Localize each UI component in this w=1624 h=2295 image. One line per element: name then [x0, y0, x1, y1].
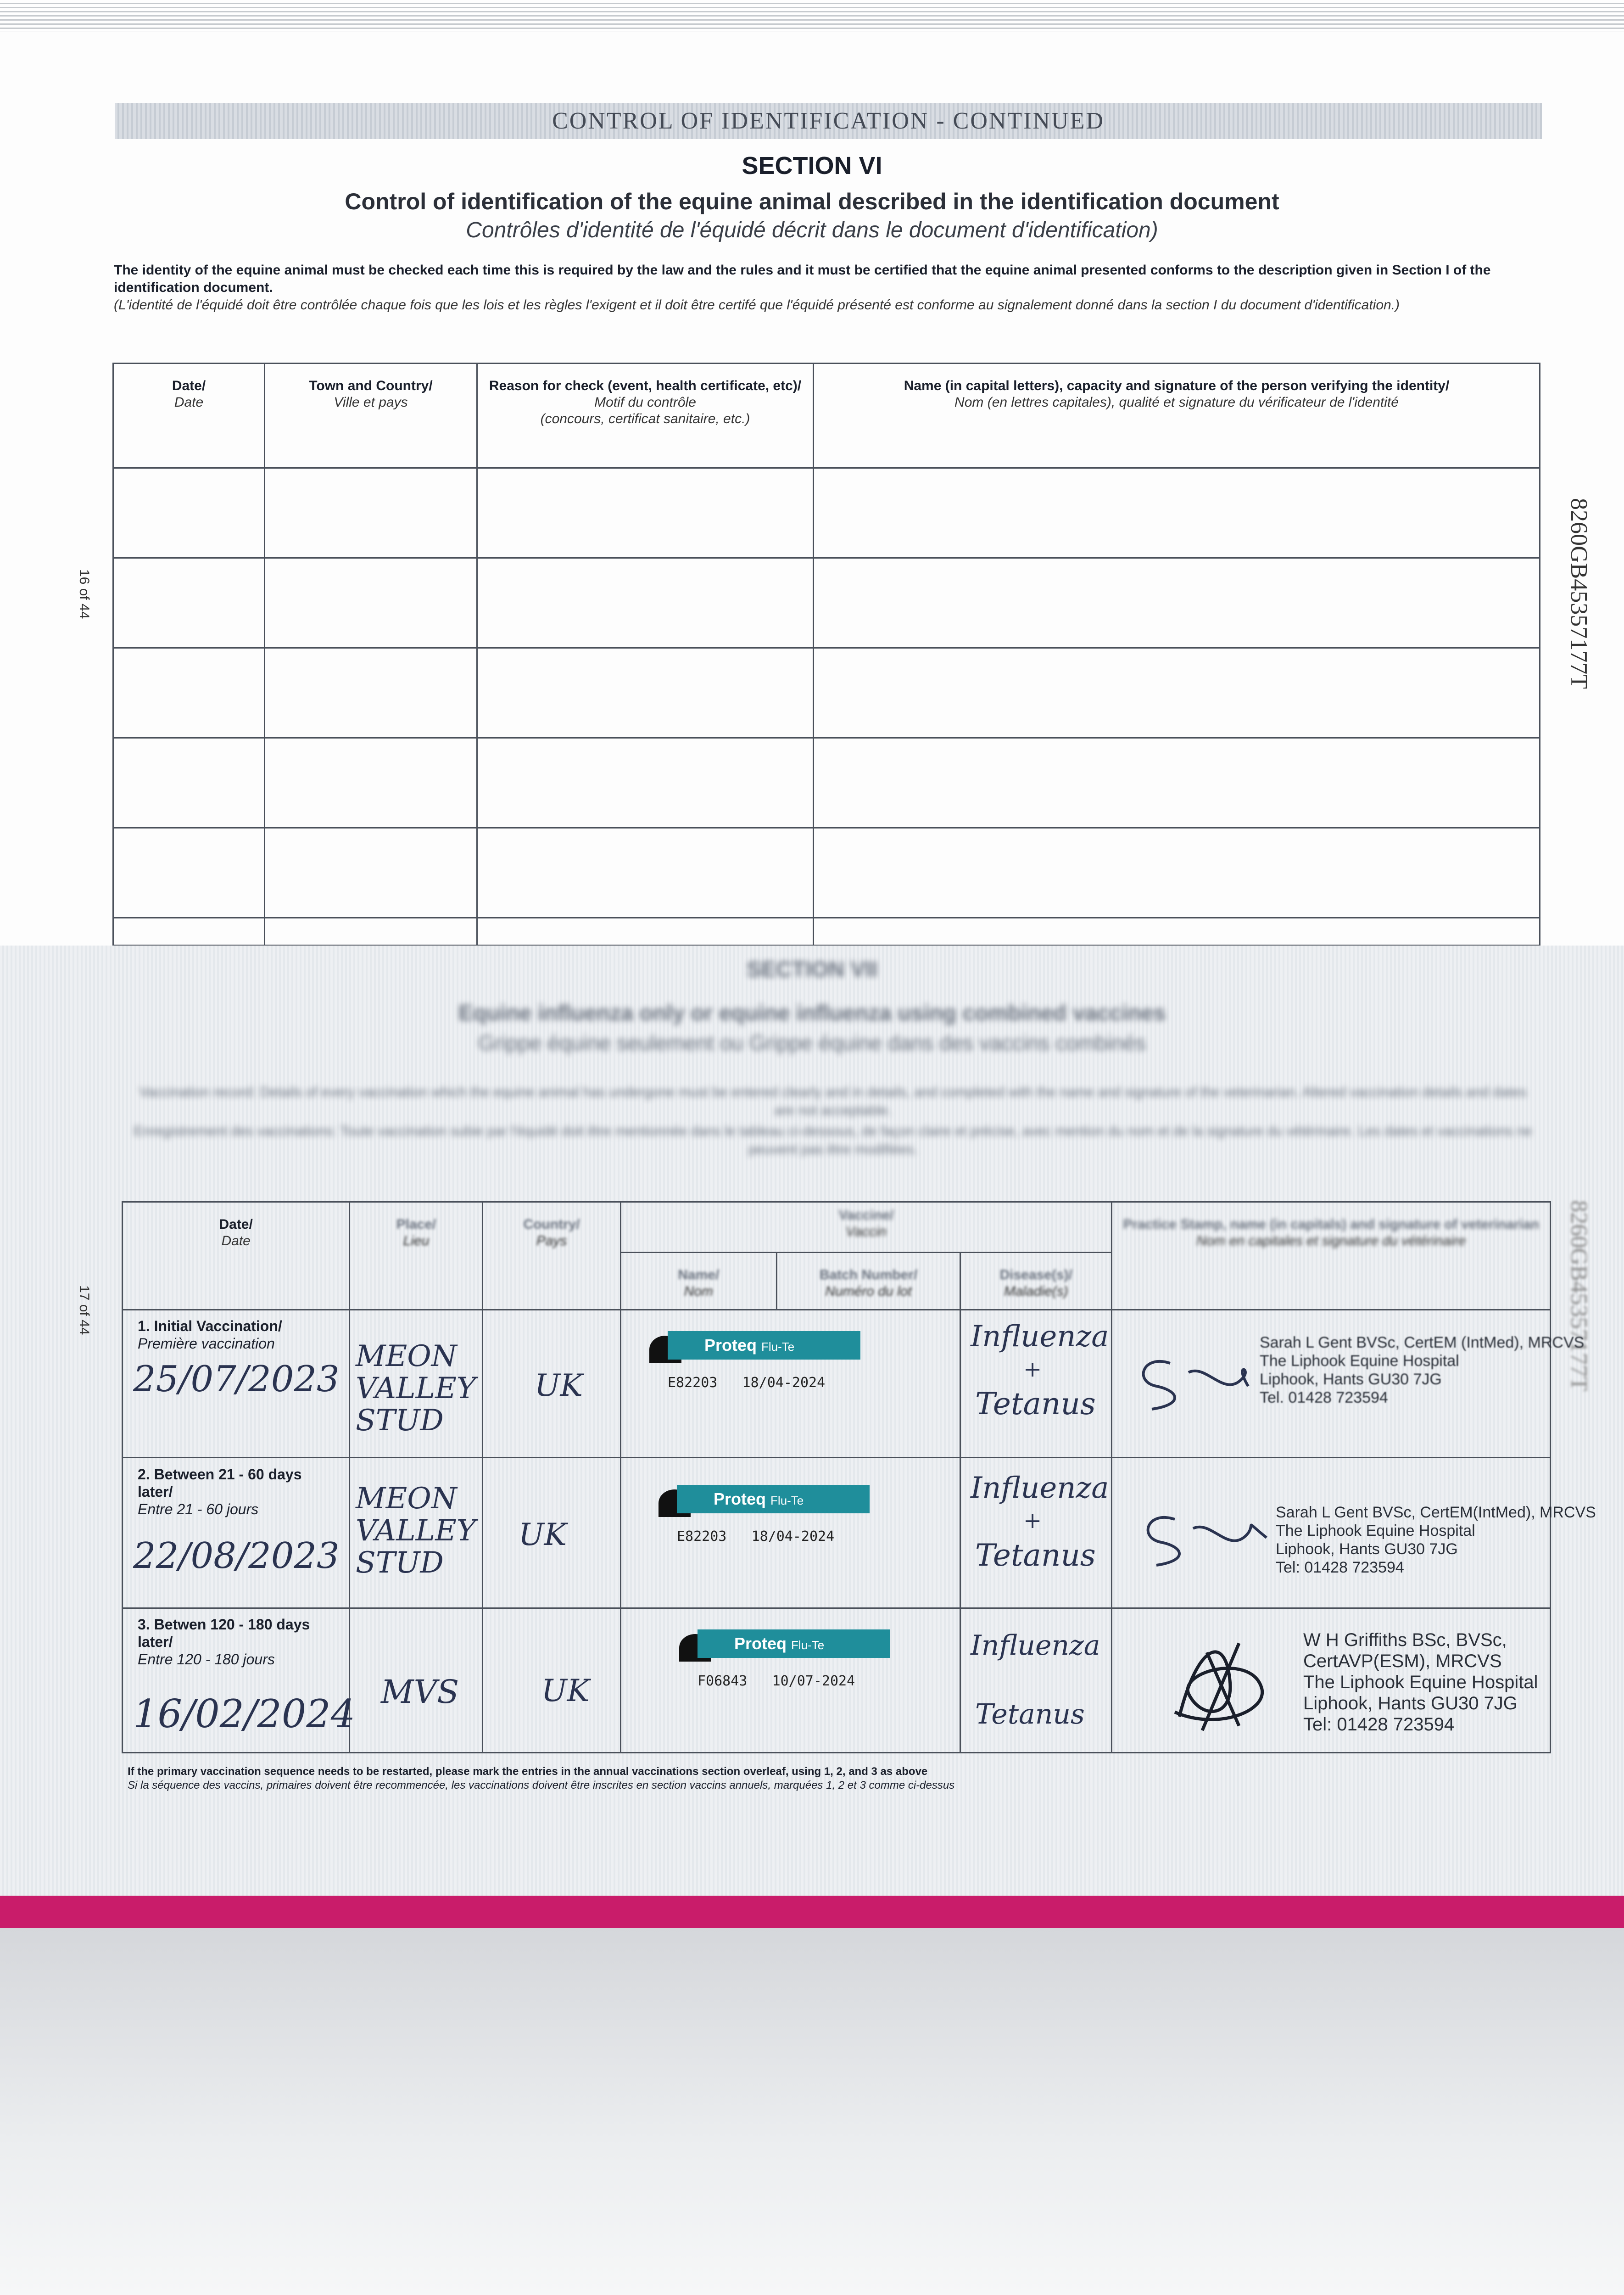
header-place: Place/ Lieu [350, 1202, 483, 1310]
passport-code-top: 8260GB45357177T [1566, 498, 1592, 689]
cell[interactable] [113, 468, 265, 558]
section-title-en: Control of identification of the equine animal described in the identification document [345, 189, 1279, 214]
cell[interactable] [265, 738, 477, 828]
header-date: Date/ Date [113, 364, 265, 468]
vet-stamp-1: Sarah L Gent BVSc, CertEM (IntMed), MRCVS The Liphook Equine Hospital Liphook, Hants GU30 7JG Tel. 01428 723594 [1260, 1334, 1585, 1406]
row-place-1: MEON VALLEY STUD [356, 1339, 476, 1438]
row-date-3: 16/02/2024 [133, 1691, 356, 1736]
section-title-fr: Contrôles d'identité de l'équidé décrit dans le document d'identification) [466, 218, 1158, 242]
page-number-bottom: 17 of 44 [77, 1285, 92, 1335]
cell[interactable] [814, 558, 1540, 648]
header-country: Country/ Pays [483, 1202, 620, 1310]
header-vet: Practice Stamp, name (in capitals) and signature of veterinarian Nom en capitales et signature du vétérinaire [1112, 1202, 1551, 1310]
header-reason: Reason for check (event, health certificate, etc)/ Motif du contrôle (concours, certificat sanitaire, etc.) [477, 364, 814, 468]
bottom-page [0, 946, 1624, 1909]
cell[interactable] [814, 738, 1540, 828]
cell[interactable] [265, 468, 477, 558]
row-disease1-1: Influenza [971, 1320, 1109, 1354]
intro-en: The identity of the equine animal must be checked each time this is required by the law and the rules and it must be certified that the equine animal presented conforms to the description given in Section I of the identification document. [114, 263, 1491, 295]
row-label-3: 3. Betwen 120 - 180 days later/ Entre 120 - 180 jours [138, 1616, 310, 1668]
row-disease1-3: Influenza [971, 1629, 1100, 1662]
cell[interactable] [265, 828, 477, 918]
cell[interactable] [477, 828, 814, 918]
cell[interactable] [113, 738, 265, 828]
vet-stamp-3: W H Griffiths BSc, BVSc, CertAVP(ESM), MRCVS The Liphook Equine Hospital Liphook, Hants GU30 7JG Tel: 01428 723594 [1303, 1630, 1538, 1735]
row-disease1-2: Influenza [971, 1471, 1109, 1505]
table-row [113, 648, 1540, 738]
cell[interactable] [477, 468, 814, 558]
header-vaccine: Vaccine/ Vaccin [620, 1202, 1112, 1253]
footnote [128, 1765, 1504, 1792]
table-row [113, 558, 1540, 648]
cell[interactable] [265, 558, 477, 648]
intro-fr-blurred: Enregistrement des vaccinations: Toute vaccination subie par l'équidé doit être mentionnée dans le tableau ci-dessous, de façon claire et précise, avec mention du nom et de la signature du vétérinaire. Les dates et vaccinations ne peuvent pas être modifiées. [134, 1124, 1532, 1157]
vet-signature-1 [1129, 1345, 1262, 1414]
vaccine-label-2: Proteq Flu-Te E82203 18/04-2024 [659, 1485, 870, 1558]
section-title-en-blurred: Equine influenza only or equine influenza using combined vaccines [458, 1001, 1166, 1025]
cell[interactable] [265, 648, 477, 738]
header-town-country: Town and Country/ Ville et pays [265, 364, 477, 468]
vaccine-label-1: Proteq Flu-Te E82203 18/04-2024 [649, 1331, 860, 1405]
table-row [113, 468, 1540, 558]
cell[interactable] [113, 558, 265, 648]
header-vaccine-name: Name/ Nom [620, 1253, 776, 1310]
top-page [0, 0, 1624, 946]
cell[interactable] [477, 648, 814, 738]
row-place-3: MVS [381, 1673, 459, 1711]
cell[interactable] [113, 648, 265, 738]
vaccine-label-3: Proteq Flu-Te F06843 10/07-2024 [679, 1629, 890, 1703]
vet-signature-2 [1133, 1501, 1271, 1570]
header-date: Date/ Date [123, 1202, 350, 1310]
cell[interactable] [477, 558, 814, 648]
passport-code-bottom: 8260GB45357177T [1566, 1200, 1592, 1391]
scan-background [0, 1928, 1624, 2295]
cell[interactable] [814, 828, 1540, 918]
table-row [113, 828, 1540, 918]
scan-edge [0, 0, 1624, 32]
row-date-1: 25/07/2023 [133, 1359, 340, 1400]
header-verifier: Name (in capital letters), capacity and signature of the person verifying the identity/ Nom (en lettres capitales), qualité et signature du vérificateur de l'identité [814, 364, 1540, 468]
header-disease: Disease(s)/ Maladie(s) [960, 1253, 1112, 1310]
section-banner: CONTROL OF IDENTIFICATION - CONTINUED [115, 103, 1542, 139]
cell[interactable] [814, 468, 1540, 558]
cell[interactable] [814, 648, 1540, 738]
row-disease-plus-2: + [1023, 1508, 1042, 1534]
vet-stamp-2: Sarah L Gent BVSc, CertEM(IntMed), MRCVS The Liphook Equine Hospital Liphook, Hants GU30 7JG Tel: 01428 723594 [1276, 1504, 1596, 1576]
row-disease-plus-1: + [1023, 1356, 1042, 1382]
row-country-2: UK [519, 1517, 567, 1552]
row-disease2-1: Tetanus [975, 1386, 1096, 1422]
intro-en-blurred: Vaccination record: Details of every vaccination which the equine animal has undergone must be entered clearly and in details, and completed with the name and signature of the veterinarian. Altered vaccination details and dates are not acceptable. [139, 1085, 1527, 1118]
row-label-1: 1. Initial Vaccination/ Première vaccination [138, 1318, 282, 1352]
intro-text [114, 262, 1527, 314]
table-row [113, 918, 1540, 946]
passport-cover-edge [0, 1896, 1624, 1928]
table-row [113, 738, 1540, 828]
row-disease2-3: Tetanus [975, 1698, 1085, 1730]
row-country-3: UK [541, 1673, 590, 1708]
row-label-2: 2. Between 21 - 60 days later/ Entre 21 - 60 jours [138, 1466, 302, 1517]
identity-check-table [112, 363, 1540, 946]
page-number-top: 16 of 44 [77, 569, 92, 619]
row-disease2-2: Tetanus [975, 1538, 1096, 1573]
cell[interactable] [477, 738, 814, 828]
section-heading: SECTION VI [742, 152, 882, 179]
vet-signature-3 [1161, 1625, 1280, 1740]
header-batch: Batch Number/ Numéro du lot [776, 1253, 960, 1310]
row-place-2: MEON VALLEY STUD [356, 1482, 476, 1580]
row-country-1: UK [535, 1368, 583, 1403]
cell[interactable] [113, 828, 265, 918]
section-title-fr-blurred: Grippe équine seulement ou Grippe équine dans des vaccins combinés [478, 1031, 1146, 1055]
row-date-2: 22/08/2023 [133, 1535, 340, 1577]
footnote-fr: Si la séquence des vaccins, primaires doivent être recommencée, les vaccinations doivent être inscrites en section vaccins annuels, marquées 1, 2 et 3 comme ci-dessus [128, 1779, 955, 1791]
footnote-en: If the primary vaccination sequence needs to be restarted, please mark the entries in the annual vaccinations section overleaf, using 1, 2, and 3 as above [128, 1765, 928, 1778]
intro-fr: (L'identité de l'équidé doit être contrôlée chaque fois que les lois et les règles l'exigent et il doit être certifé que l'équidé présenté est conforme au signalement donné dans la section I du document d'identification.) [114, 297, 1400, 313]
section-heading-blurred: SECTION VII [746, 957, 878, 982]
